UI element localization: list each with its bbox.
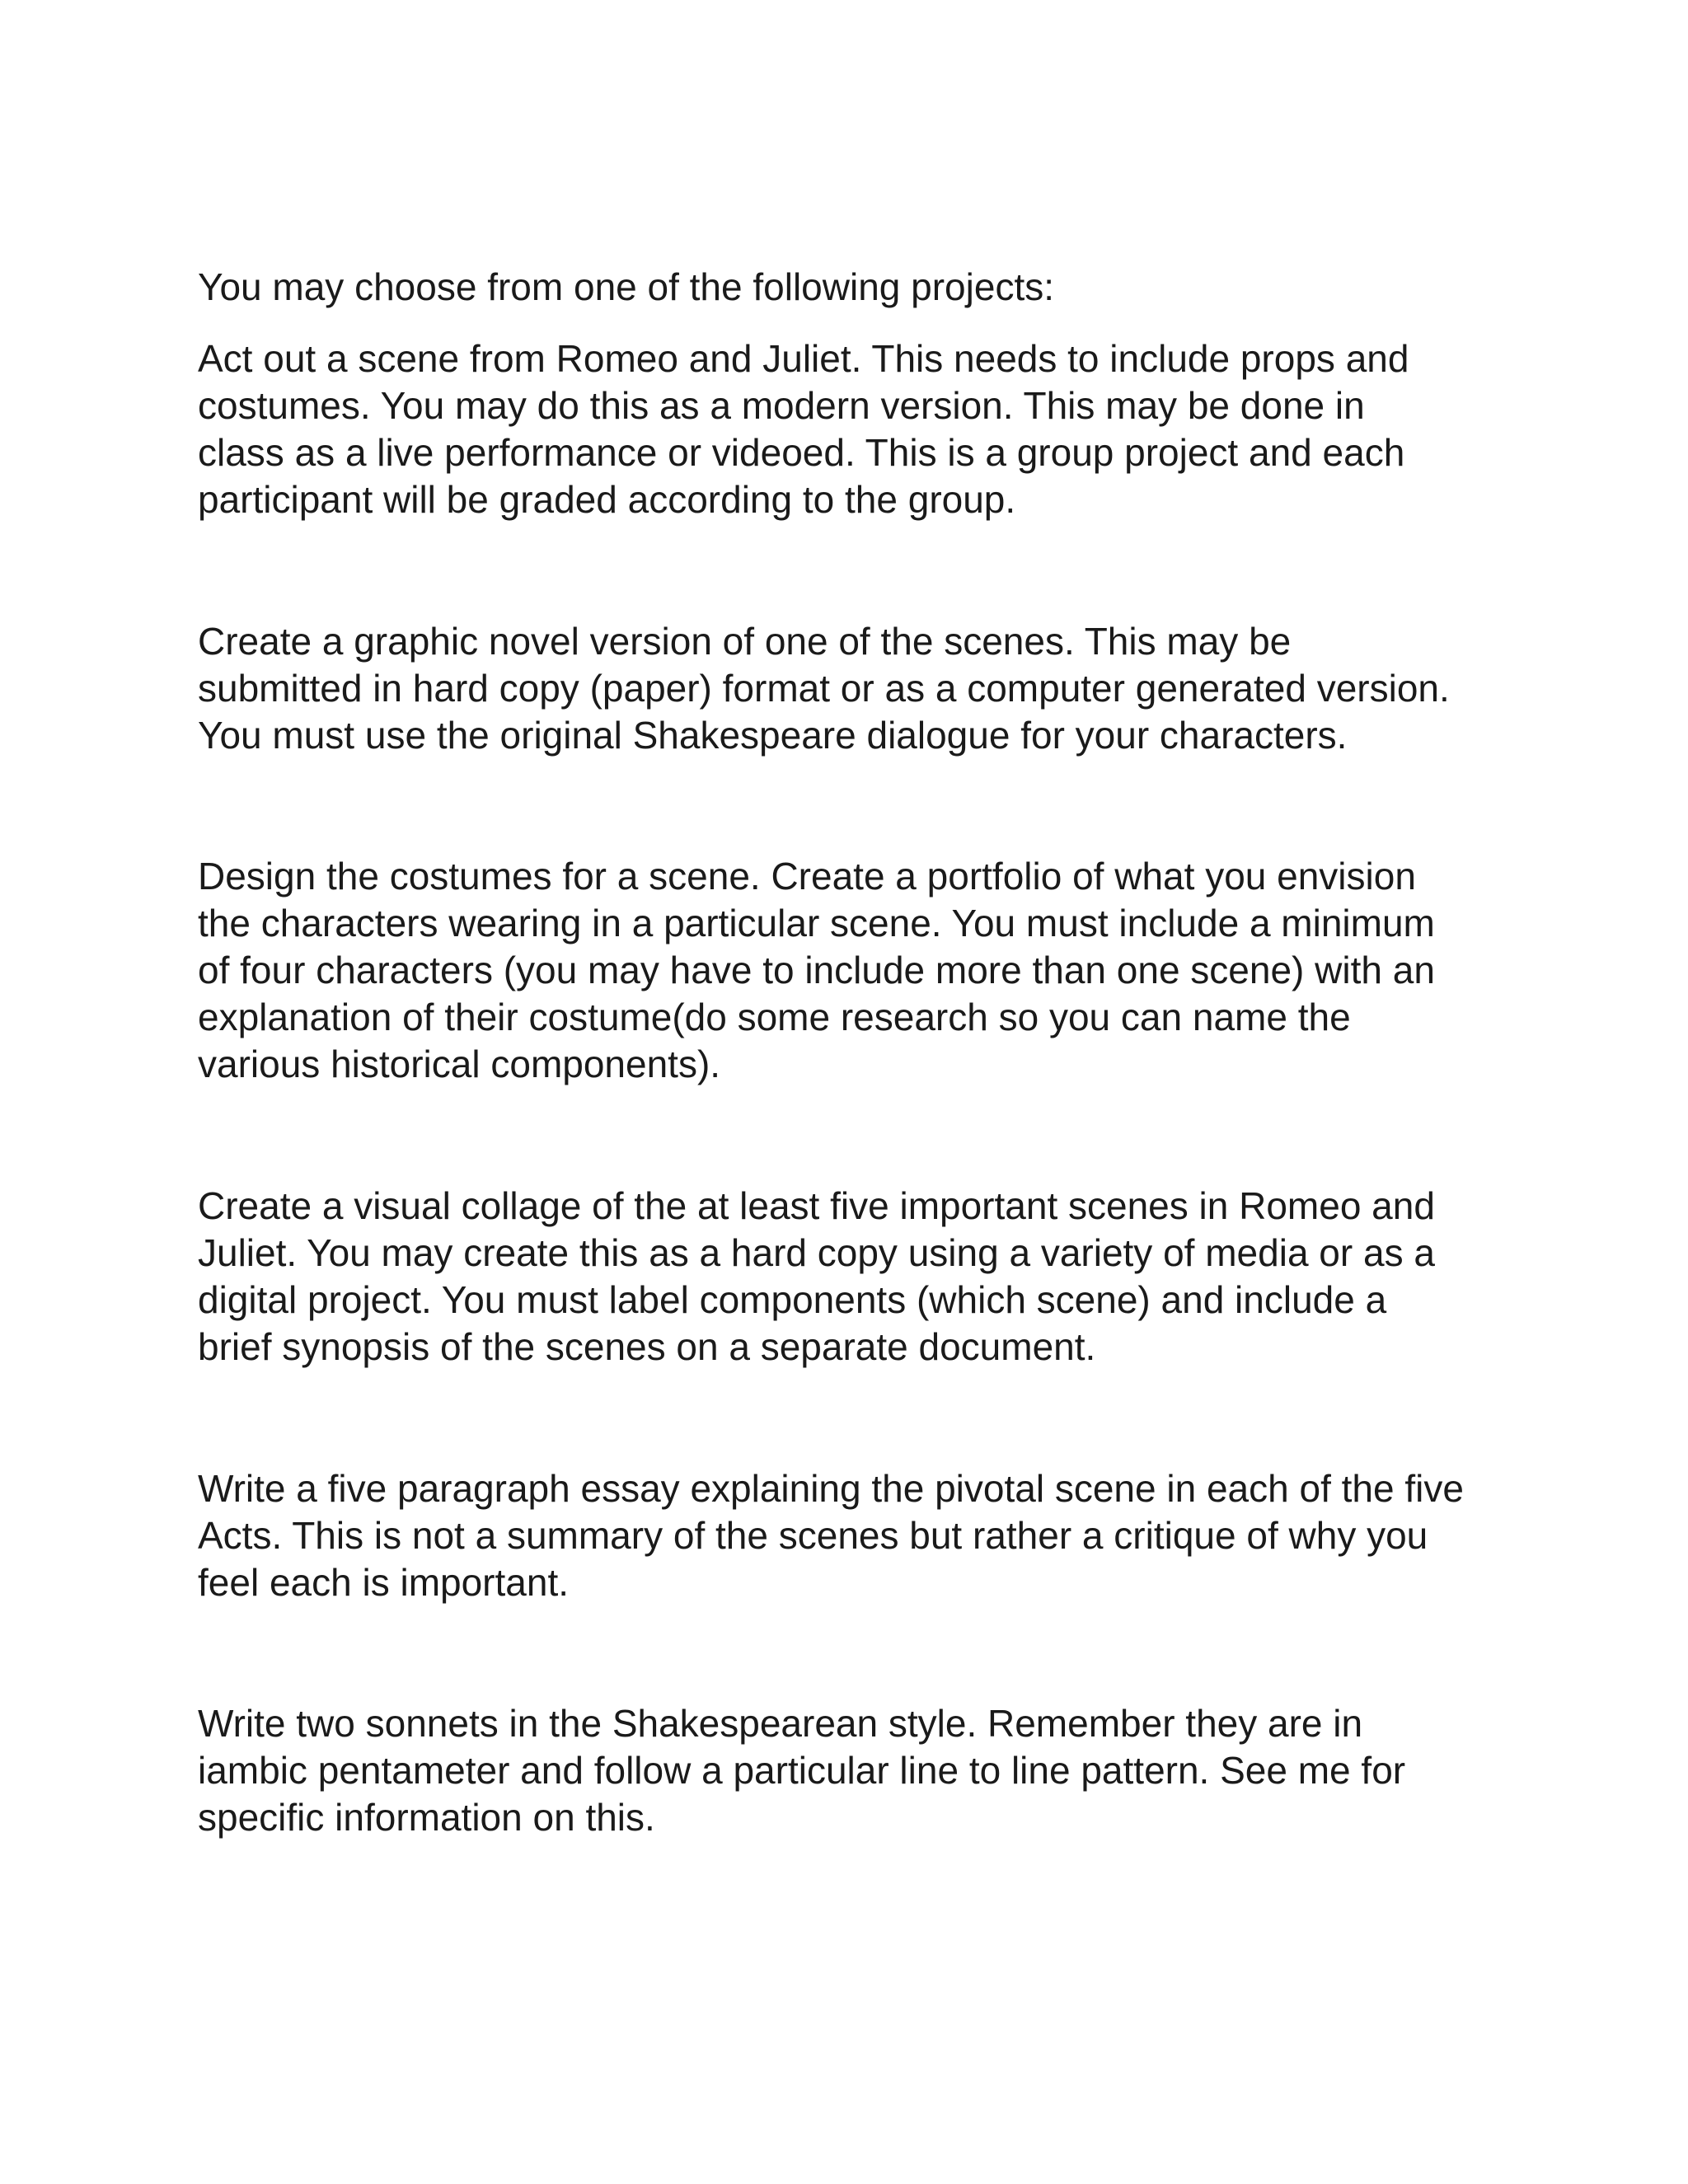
paragraph-line: feel each is important. [198, 1561, 570, 1604]
paragraph-line: specific information on this. [198, 1796, 655, 1839]
paragraph-line: of four characters (you may have to include more than one scene) with an [198, 949, 1435, 991]
project-sonnets [198, 1700, 1533, 1841]
paragraph-line: Create a graphic novel version of one of the scenes. This may be [198, 620, 1292, 663]
paragraph-line: Write two sonnets in the Shakespearean style. Remember they are in [198, 1702, 1363, 1745]
paragraph-line: Design the costumes for a scene. Create a portfolio of what you envision [198, 855, 1416, 898]
project-visual-collage [198, 1183, 1533, 1371]
paragraph-line: Acts. This is not a summary of the scenes but rather a critique of why you [198, 1514, 1428, 1557]
paragraph-line: Create a visual collage of the at least five important scenes in Romeo and [198, 1184, 1435, 1227]
paragraph-line: participant will be graded according to the group. [198, 478, 1016, 521]
paragraph-line: submitted in hard copy (paper) format or as a computer generated version. [198, 667, 1450, 710]
paragraph-line: brief synopsis of the scenes on a separate document. [198, 1325, 1096, 1368]
intro-text [198, 264, 1533, 311]
paragraph-line: You must use the original Shakespeare dialogue for your characters. [198, 714, 1348, 757]
paragraph-line: digital project. You must label components (which scene) and include a [198, 1278, 1387, 1321]
paragraph-line: Juliet. You may create this as a hard copy using a variety of media or as a [198, 1231, 1435, 1274]
paragraph-line: various historical components). [198, 1043, 721, 1085]
paragraph-line: the characters wearing in a particular scene. You must include a minimum [198, 902, 1435, 944]
paragraph-line: costumes. You may do this as a modern version. This may be done in [198, 384, 1365, 427]
project-graphic-novel [198, 618, 1533, 759]
paragraph-line: Act out a scene from Romeo and Juliet. This needs to include props and [198, 337, 1409, 380]
paragraph-line: explanation of their costume(do some research so you can name the [198, 996, 1351, 1038]
paragraph-line: Write a five paragraph essay explaining the pivotal scene in each of the five [198, 1467, 1464, 1510]
project-essay [198, 1465, 1533, 1606]
paragraph-line: class as a live performance or videoed. This is a group project and each [198, 431, 1405, 474]
project-design-costumes [198, 853, 1533, 1088]
project-act-out-scene [198, 335, 1533, 523]
intro-line: You may choose from one of the following projects: [198, 265, 1054, 308]
paragraph-line: iambic pentameter and follow a particular line to line pattern. See me for [198, 1749, 1406, 1792]
